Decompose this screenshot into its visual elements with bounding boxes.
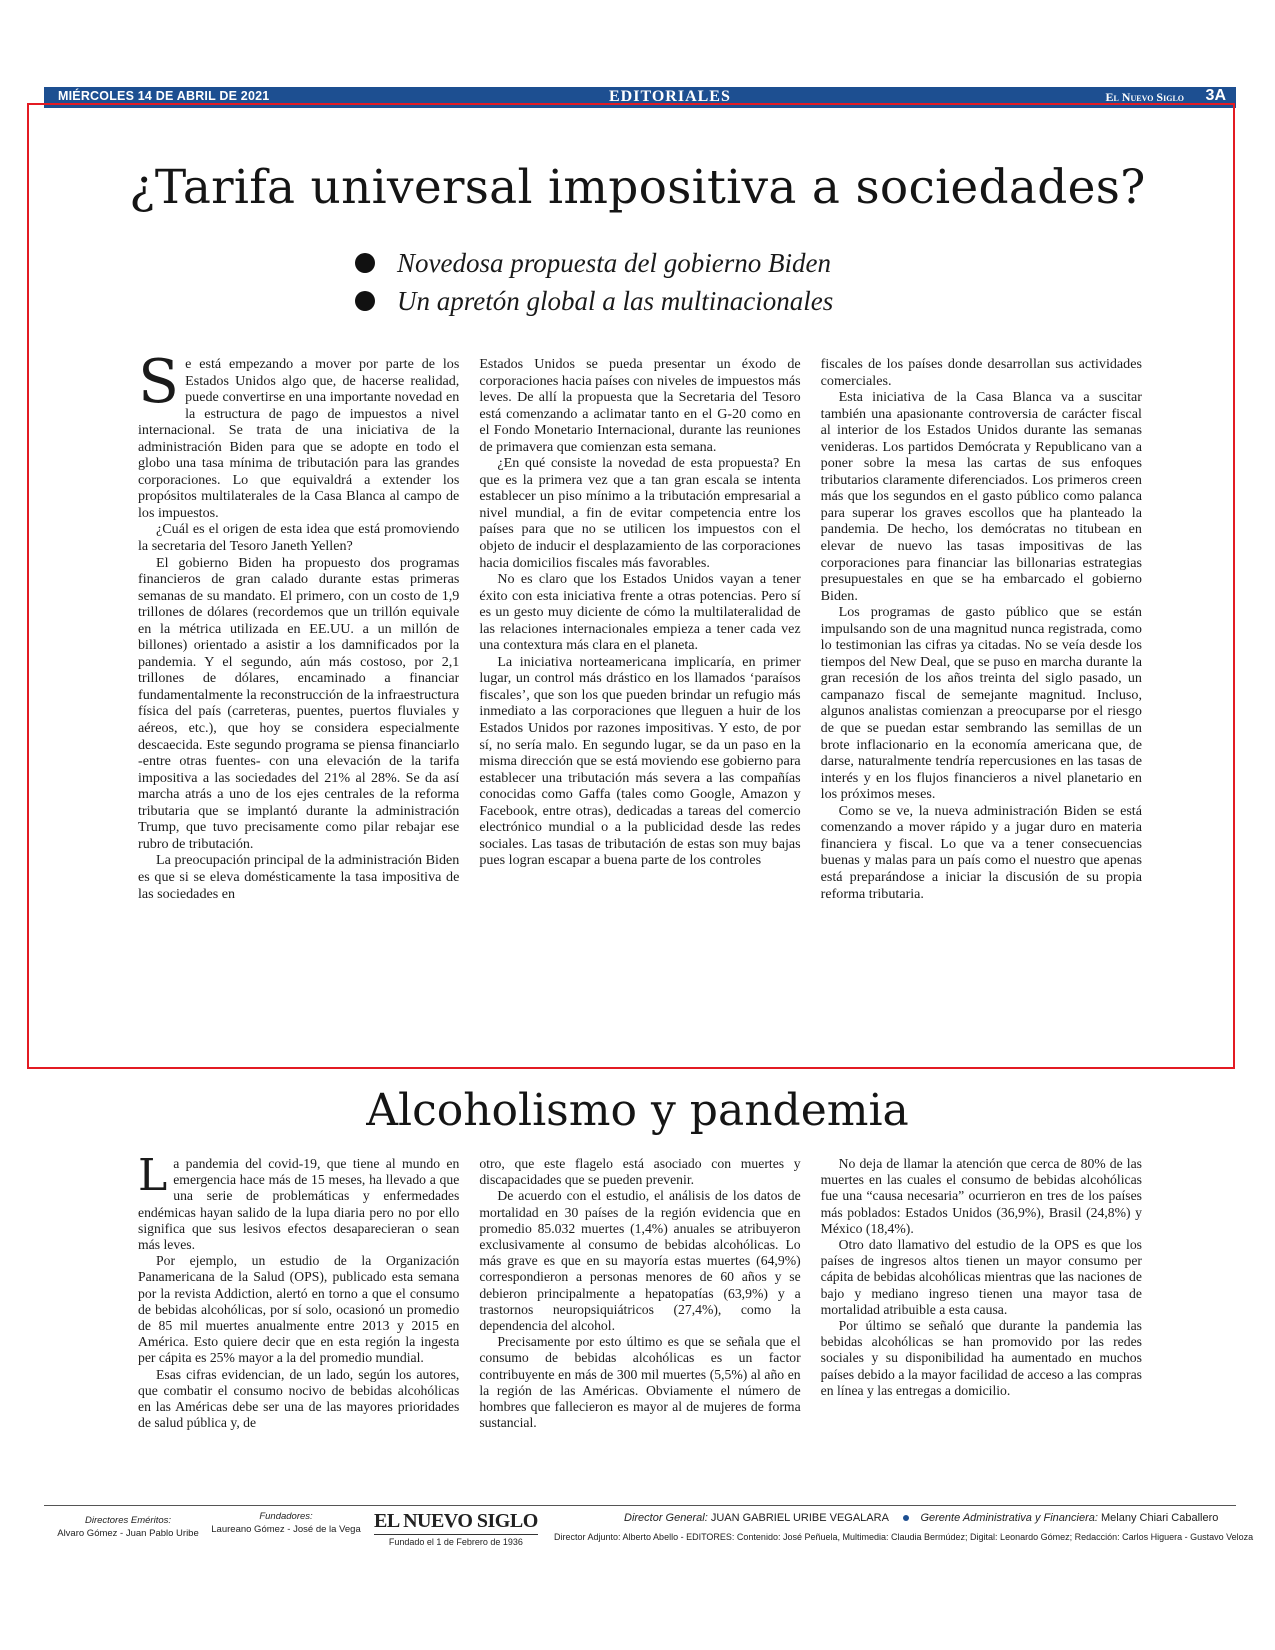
fundadores-names: Laureano Gómez - José de la Vega [211, 1524, 361, 1535]
deck-line [355, 282, 1055, 320]
paragraph: Otro dato llamativo del estudio de la OPS es que los países de ingresos altos tienen un mayor consumo per cápita de bebidas alcohólicas mientras que las naciones de bajo y mediano ingreso tienen una mayor tasa de mortalidad atribuible a esta causa. [820, 1237, 1142, 1317]
article2-column-2 [479, 1156, 800, 1486]
director-general: JUAN GABRIEL URIBE VEGALARA [710, 1512, 889, 1524]
article2-lead-paragraph [138, 1156, 459, 1253]
paragraph: El gobierno Biden ha propuesto dos programas financieros de gran calado durante estas primeras semanas de su mandato. El primero, con un costo de 1,9 trillones de dólares (recordemos que un trillón equivale en la métrica utilizada en EE.UU. a un millón de billones) orientado a asistir a los damnificados por la pandemia. Y el segundo, aún más costoso, por 2,1 trillones de dólares, encaminado a financiar fundamentalmente la reconstrucción de la infraestructura física del país (carreteras, puentes, puertos fluviales y aéreos, etc.), que hoy se considera especialmente descaecida. Este segundo programa se piensa financiarlo -entre otras fuentes- con una elevación de la tarifa impositiva a las sociedades del 21% al 28%. Se da así marcha atrás a uno de los ejes centrales de la reforma tributaria que se implantó durante la administración Trump, que tuvo precisamente como pilar rebajar ese rubro de tributación. [138, 554, 460, 852]
page-number: 3A [1205, 87, 1226, 104]
paragraph: Precisamente por esto último es que se señala que el consumo de bebidas alcohólicas es un factor contribuyente en más de 300 mil muertes (5,5%) al año en la región de las Américas. Obviamente el número de hombres que fallecieron es mayor al de mujeres de forma sustancial. [479, 1334, 801, 1431]
paragraph: Esas cifras evidencian, de un lado, según los autores, que combatir el consumo nocivo de bebidas alcohólicas en las Américas debe ser una de las mayores prioridades de salud pública y, de [138, 1366, 460, 1431]
paragraph: Por ejemplo, un estudio de la Organización Panamericana de la Salud (OPS), publicado esta semana por la revista Addiction, alertó en torno a que el consumo de bebidas alcohólicas, por sí solo, ocasionó un promedio de 85 mil muertes anualmente entre 2013 y 2015 en América. Esto quiere decir que en esta región la ingesta per cápita es 25% mayor a la del promedio mundial. [138, 1253, 460, 1366]
article2-headline: Alcoholismo y pandemia [366, 1085, 909, 1136]
staff-line-1 [624, 1512, 1218, 1524]
article1-column-2 [479, 356, 800, 1054]
gerente-label: Gerente Administrativa y Financiera: [920, 1512, 1098, 1524]
article2-body [138, 1156, 1142, 1486]
paragraph-text: a pandemia del covid-19, que tiene al mundo en emergencia hace más de 15 meses, ha llevado a que una serie de problemáticas y enfermedades endémicas hayan salido de la lupa diaria pero no por ello significa que sus lesivos efectos desaparecieran o sean más leves. [138, 1156, 460, 1253]
paragraph: Esta iniciativa de la Casa Blanca va a suscitar también una apasionante controversia de carácter fiscal al interior de los Estados Unidos durante las semanas venideras. Los partidos Demócrata y Republicano van a poner sobre la mesa las cartas de sus enfoques tributarios claramente diferenciados. Los primeros creen más que los segundos en el gasto público como palanca para superar los graves escollos que ha planteado la pandemia. De hecho, los demócratas no titubean en elevar de nuevo las tasas impositivas de las corporaciones para financiar las billonarias estrategias presupuestales en que se ha embarcado el gobierno Biden. [820, 389, 1142, 604]
section-name: EDITORIALES [609, 88, 731, 105]
director-general-label: Director General: [624, 1512, 708, 1524]
article1-lead-paragraph [138, 356, 459, 521]
paragraph: La preocupación principal de la administración Biden es que si se eleva domésticamente la tasa impositiva de las sociedades en [138, 852, 460, 902]
directores-block [48, 1514, 208, 1540]
staff-line-2: Director Adjunto: Alberto Abello - EDITORES: Contenido: José Peñuela, Multimedia: Claudia Bermúdez; Digital: Leonardo Gómez; Redacción: Carlos Higuera - Gustavo Veloza [554, 1532, 1254, 1542]
bullet-icon [355, 291, 375, 311]
article1-headline: ¿Tarifa universal impositiva a sociedades? [129, 160, 1146, 215]
founded-date: Fundado el 1 de Febrero de 1936 [388, 1537, 523, 1547]
paragraph-text: e está empezando a mover por parte de los Estados Unidos algo que, de hacerse realidad, puede convertirse en una importante novedad en la estructura de pago de impuestos a nivel internacional. Se trata de una iniciativa de la administración Biden para que se adopte en todo el globo una tasa mínima de tributación para las grandes corporaciones. Lo que equivaldrá a extender los propósitos multilaterales de la Casa Blanca al campo de los impuestos. [138, 356, 460, 521]
logo-text: EL NUEVO SIGLO [374, 1510, 538, 1535]
article1-decks [355, 244, 1055, 320]
paragraph: ¿Cuál es el origen de esta idea que está promoviendo la secretaria del Tesoro Janeth Yellen? [138, 521, 460, 555]
paper-logo [374, 1510, 538, 1547]
paragraph: ¿En qué consiste la novedad de esta propuesta? En que es la primera vez que a tan gran escala se intenta establecer un piso mínimo a la tributación empresarial a nivel mundial, a fin de evitar competencia entre los países para que no se utilicen los impuestos con el objeto de inducir el desplazamiento de las corporaciones hacia domicilios fiscales más favorables. [479, 455, 801, 571]
paragraph: Los programas de gasto público que se están impulsando son de una magnitud nunca registrada, como lo testimonian las cifras ya citadas. No se veía desde los tiempos del New Deal, que se puso en marcha durante la gran recesión de los años treinta del siglo pasado, un campanazo fiscal de semejante magnitud. Incluso, algunos analistas comienzan a preocuparse por el riesgo de que se puedan estar sembrando las semillas de un brote inflacionario en la economía americana que, de darse, naturalmente tendría repercusiones en las tasas de interés y en los flujos financieros a nivel planetario en los próximos meses. [820, 604, 1142, 803]
issue-date: MIÉRCOLES 14 DE ABRIL DE 2021 [58, 89, 270, 103]
deck-text: Un apretón global a las multinacionales [397, 285, 834, 316]
paragraph: No deja de llamar la atención que cerca de 80% de las muertes en las cuales el consumo de bebidas alcohólicas fue una “causa necesaria” ocurrieron en tres de los países más poblados: Estados Unidos (36,9%), Brasil (24,8%) y México (18,4%). [820, 1156, 1142, 1236]
paragraph: De acuerdo con el estudio, el análisis de los datos de mortalidad en 30 países de la región evidencia que en promedio 85.032 muertes (1,4%) anuales se atribuyeron exclusivamente al consumo de bebidas alcohólicas. Lo más grave es que en su mayoría estas muertes (64,9%) correspondieron a personas menores de 60 años y se debieron principalmente a hepatopatías (63,9%) y a trastornos neuropsiquiátricos (27,4%), como la dependencia del alcohol. [479, 1188, 801, 1334]
paragraph: La iniciativa norteamericana implicaría, en primer lugar, un control más drástico en los llamados ‘paraísos fiscales’, que son los que pueden brindar un refugio más inmediato a las corporaciones que lleguen a huir de los Estados Unidos por razones impositivas. Y esto, de por sí, no sería malo. En segundo lugar, se da un paso en la misma dirección que se está moviendo ese gobierno para establecer una tributación más severa a las compañías conocidas como Gaffa (tales como Google, Amazon y Facebook, entre otras), dedicadas a tareas del comercio electrónico mundial o a la publicidad desde las redes sociales. Las tasas de tributación de estas son muy bajas pues logran escapar a buena parte de los controles [479, 653, 801, 869]
drop-cap: L [138, 1156, 168, 1201]
paragraph: Como se ve, la nueva administración Biden se está comenzando a mover rápido y a jugar duro en materia financiera y fiscal. Lo que va a tener consecuencias buenas y malas para un país como el nuestro que apenas está preparándose a iniciar la discusión de su propia reforma tributaria. [820, 802, 1142, 902]
deck-line [355, 244, 1055, 282]
paragraph: No es claro que los Estados Unidos vayan a tener éxito con esta iniciativa frente a otras potencias. Pero sí es un gesto muy diciente de cómo la multilateralidad de las relaciones internacionales empieza a tener cada vez una contextura más clara en el planeta. [479, 571, 801, 654]
article1-column-1 [138, 356, 459, 1054]
paper-name: El Nuevo Siglo [1105, 90, 1184, 104]
separator-dot-icon [903, 1515, 909, 1521]
footer [0, 1510, 1275, 1570]
fundadores-block [206, 1510, 366, 1536]
gerente: Melany Chiari Caballero [1101, 1512, 1219, 1524]
directores-label: Directores Eméritos: [84, 1515, 172, 1526]
deck-text: Novedosa propuesta del gobierno Biden [397, 247, 831, 278]
directores-names: Alvaro Gómez - Juan Pablo Uribe [57, 1528, 199, 1539]
fundadores-label: Fundadores: [259, 1511, 313, 1522]
paragraph: otro, que este flagelo está asociado con muertes y discapacidades que se pueden prevenir. [479, 1156, 801, 1188]
paragraph: Por último se señaló que durante la pandemia las bebidas alcohólicas se han promovido por las redes sociales y su disponibilidad ha aumentado en muchos países debido a la mayor facilidad de acceso a las compras en línea y las entregas a domicilio. [820, 1318, 1142, 1398]
drop-cap: S [138, 356, 180, 417]
paragraph: Estados Unidos se pueda presentar un éxodo de corporaciones hacia países con niveles de impuestos más leves. De allí la propuesta que la Secretaria del Tesoro está comenzando a aclimatar tanto en el G-20 como en el Fondo Monetario Internacional, durante las reuniones de primavera que comienzan esta semana. [479, 356, 801, 455]
paragraph: fiscales de los países donde desarrollan sus actividades comerciales. [820, 356, 1142, 389]
footer-rule [44, 1505, 1236, 1506]
article2-column-1 [138, 1156, 459, 1486]
article1-body [138, 356, 1142, 1054]
article2-column-3 [821, 1156, 1142, 1486]
bullet-icon [355, 253, 375, 273]
article1-column-3 [821, 356, 1142, 1054]
